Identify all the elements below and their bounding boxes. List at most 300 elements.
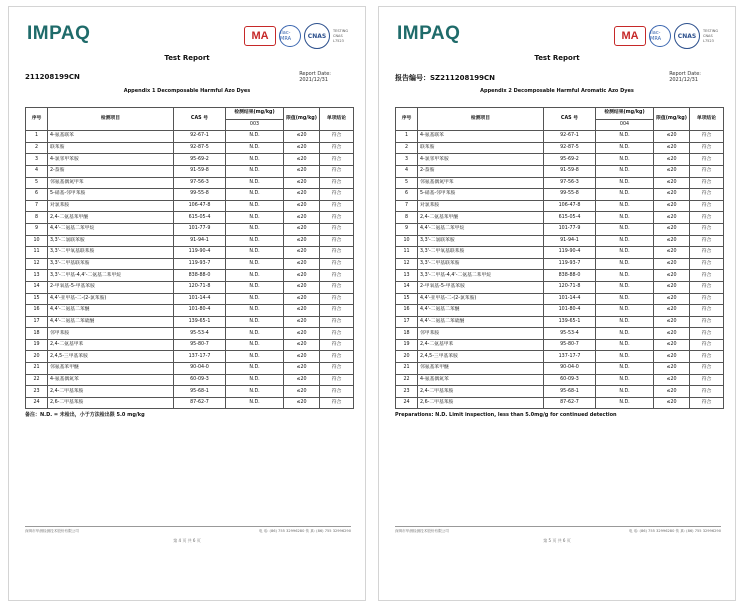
row-limit: ≤20 xyxy=(654,154,690,166)
table-row xyxy=(396,212,724,224)
row-cas: 90-04-0 xyxy=(174,363,226,375)
row-item: 2,4-二氨基甲苯 xyxy=(418,339,544,351)
row-number: 22 xyxy=(26,374,48,386)
table-row xyxy=(26,247,354,259)
col-result: 检测结果(mg/kg) xyxy=(226,108,284,120)
row-conclusion: 符合 xyxy=(690,281,724,293)
row-limit: ≤20 xyxy=(654,212,690,224)
row-limit: ≤20 xyxy=(284,142,320,154)
col-sample-id: 003 xyxy=(226,119,284,131)
row-number: 18 xyxy=(396,328,418,340)
row-cas: 106-47-8 xyxy=(544,200,596,212)
certification-marks xyxy=(614,23,723,49)
row-conclusion: 符合 xyxy=(690,270,724,282)
row-conclusion: 符合 xyxy=(690,131,724,143)
row-limit: ≤20 xyxy=(284,189,320,201)
row-conclusion: 符合 xyxy=(690,258,724,270)
row-item: 2,6-二甲基苯胺 xyxy=(418,397,544,409)
row-cas: 139-65-1 xyxy=(174,316,226,328)
row-limit: ≤20 xyxy=(654,131,690,143)
table-row xyxy=(26,200,354,212)
row-item: 2,4-二氨基苯甲醚 xyxy=(48,212,174,224)
row-cas: 91-59-8 xyxy=(174,165,226,177)
row-item: 邻氨基苯甲醚 xyxy=(48,363,174,375)
row-number: 24 xyxy=(26,397,48,409)
row-limit: ≤20 xyxy=(654,328,690,340)
row-number: 9 xyxy=(26,223,48,235)
row-item: 3,3'-二甲基联苯胺 xyxy=(48,258,174,270)
row-result: N.D. xyxy=(226,223,284,235)
row-result: N.D. xyxy=(596,293,654,305)
row-result: N.D. xyxy=(596,154,654,166)
row-number: 4 xyxy=(26,165,48,177)
row-cas: 615-05-4 xyxy=(174,212,226,224)
row-result: N.D. xyxy=(226,258,284,270)
col-cas: CAS 号 xyxy=(544,108,596,131)
results-table xyxy=(25,107,354,409)
row-result: N.D. xyxy=(226,154,284,166)
row-result: N.D. xyxy=(596,386,654,398)
row-result: N.D. xyxy=(596,397,654,409)
row-conclusion: 符合 xyxy=(690,316,724,328)
row-conclusion: 符合 xyxy=(320,293,354,305)
page-number: 第 5 页 共 6 页 xyxy=(543,538,571,543)
cnas-icon: CNAS xyxy=(674,23,700,49)
row-cas: 60-09-3 xyxy=(544,374,596,386)
row-item: 3,3'-二甲基联苯胺 xyxy=(418,258,544,270)
row-limit: ≤20 xyxy=(654,363,690,375)
row-conclusion: 符合 xyxy=(690,305,724,317)
row-conclusion: 符合 xyxy=(690,177,724,189)
row-item: 邻氨基苯甲醚 xyxy=(418,363,544,375)
footer-company: 深圳市华测检测技术股份有限公司 xyxy=(395,529,449,533)
row-conclusion: 符合 xyxy=(320,247,354,259)
row-cas: 92-87-5 xyxy=(174,142,226,154)
report-date-value: 2021/12/31 xyxy=(669,77,699,83)
row-limit: ≤20 xyxy=(654,351,690,363)
row-limit: ≤20 xyxy=(654,177,690,189)
row-number: 10 xyxy=(26,235,48,247)
row-result: N.D. xyxy=(226,351,284,363)
table-heading: Appendix 2 Decomposable Harmful Aromatic Azo Dyes xyxy=(480,88,634,94)
row-cas: 99-55-8 xyxy=(544,189,596,201)
row-number: 5 xyxy=(26,177,48,189)
row-cas: 97-56-3 xyxy=(174,177,226,189)
row-number: 3 xyxy=(26,154,48,166)
row-result: N.D. xyxy=(226,247,284,259)
table-row xyxy=(396,374,724,386)
table-row xyxy=(26,374,354,386)
row-result: N.D. xyxy=(226,339,284,351)
row-item: 3,3'-二甲基-4,4'-二氨基二苯甲烷 xyxy=(418,270,544,282)
row-item: 4,4'-二氨基二苯醚 xyxy=(418,305,544,317)
row-limit: ≤20 xyxy=(284,177,320,189)
row-limit: ≤20 xyxy=(654,235,690,247)
row-result: N.D. xyxy=(226,386,284,398)
row-number: 23 xyxy=(26,386,48,398)
table-note: Preparations: N.D. Limit inspection, less than 5.0mg/g for continued detection xyxy=(395,412,617,418)
row-cas: 120-71-8 xyxy=(544,281,596,293)
row-cas: 95-53-4 xyxy=(174,328,226,340)
report-date-label: Report Date: xyxy=(669,71,701,77)
results-body xyxy=(396,131,724,409)
table-row xyxy=(26,165,354,177)
row-conclusion: 符合 xyxy=(690,247,724,259)
row-limit: ≤20 xyxy=(654,281,690,293)
results-table xyxy=(395,107,724,409)
row-number: 23 xyxy=(396,386,418,398)
row-conclusion: 符合 xyxy=(690,351,724,363)
row-result: N.D. xyxy=(596,200,654,212)
row-limit: ≤20 xyxy=(654,142,690,154)
row-number: 21 xyxy=(396,363,418,375)
row-number: 17 xyxy=(396,316,418,328)
row-conclusion: 符合 xyxy=(320,177,354,189)
certification-marks xyxy=(244,23,353,49)
row-conclusion: 符合 xyxy=(320,200,354,212)
row-limit: ≤20 xyxy=(654,258,690,270)
ma-cert-icon: MA xyxy=(614,26,646,46)
row-result: N.D. xyxy=(226,235,284,247)
row-result: N.D. xyxy=(226,281,284,293)
row-conclusion: 符合 xyxy=(690,165,724,177)
col-item: 检测项目 xyxy=(48,108,174,131)
row-number: 16 xyxy=(26,305,48,317)
row-limit: ≤20 xyxy=(654,200,690,212)
row-number: 9 xyxy=(396,223,418,235)
row-number: 4 xyxy=(396,165,418,177)
row-result: N.D. xyxy=(226,189,284,201)
row-limit: ≤20 xyxy=(284,281,320,293)
brand-logo: IMPAQ xyxy=(27,23,91,44)
row-number: 11 xyxy=(396,247,418,259)
row-item: 2,4-二甲基苯胺 xyxy=(48,386,174,398)
row-result: N.D. xyxy=(226,363,284,375)
row-conclusion: 符合 xyxy=(320,212,354,224)
row-result: N.D. xyxy=(226,200,284,212)
row-limit: ≤20 xyxy=(654,316,690,328)
row-number: 24 xyxy=(396,397,418,409)
col-cas: CAS 号 xyxy=(174,108,226,131)
table-row xyxy=(396,270,724,282)
footer-contact: 电 话: (86) 755 32996280 传 真: (86) 755 32996290 xyxy=(628,529,721,533)
row-number: 2 xyxy=(26,142,48,154)
col-limit: 限值(mg/kg) xyxy=(284,108,320,131)
table-row xyxy=(26,328,354,340)
row-number: 13 xyxy=(396,270,418,282)
row-cas: 101-80-4 xyxy=(174,305,226,317)
row-limit: ≤20 xyxy=(284,200,320,212)
ma-cert-icon: MA xyxy=(244,26,276,46)
table-row xyxy=(26,131,354,143)
row-item: 4,4'-亚甲基-二-(2-氯苯胺) xyxy=(418,293,544,305)
row-result: N.D. xyxy=(596,339,654,351)
row-item: 对氯苯胺 xyxy=(418,200,544,212)
row-limit: ≤20 xyxy=(284,270,320,282)
row-item: 4,4'-二氨基二苯硫醚 xyxy=(48,316,174,328)
row-item: 2-萘胺 xyxy=(48,165,174,177)
row-limit: ≤20 xyxy=(284,316,320,328)
table-row xyxy=(26,177,354,189)
row-limit: ≤20 xyxy=(654,386,690,398)
row-number: 14 xyxy=(396,281,418,293)
row-cas: 101-14-4 xyxy=(174,293,226,305)
table-row xyxy=(396,316,724,328)
row-limit: ≤20 xyxy=(284,397,320,409)
row-number: 14 xyxy=(26,281,48,293)
report-date-label: Report Date: xyxy=(299,71,331,77)
row-conclusion: 符合 xyxy=(320,189,354,201)
row-result: N.D. xyxy=(226,293,284,305)
ilac-mra-icon: ilac-MRA xyxy=(279,25,301,47)
row-number: 6 xyxy=(396,189,418,201)
cnas-icon: CNAS xyxy=(304,23,330,49)
row-result: N.D. xyxy=(226,131,284,143)
row-number: 2 xyxy=(396,142,418,154)
row-cas: 95-68-1 xyxy=(544,386,596,398)
row-number: 6 xyxy=(26,189,48,201)
table-row xyxy=(396,177,724,189)
table-row xyxy=(396,351,724,363)
row-item: 4-氯邻甲苯胺 xyxy=(48,154,174,166)
row-result: N.D. xyxy=(596,281,654,293)
row-cas: 91-94-1 xyxy=(174,235,226,247)
row-cas: 838-88-0 xyxy=(174,270,226,282)
cnas-text: TESTING CNAS L7523 xyxy=(703,28,719,43)
row-number: 1 xyxy=(26,131,48,143)
row-result: N.D. xyxy=(596,142,654,154)
page-footer xyxy=(25,526,351,534)
row-limit: ≤20 xyxy=(284,235,320,247)
row-item: 5-硝基-邻甲苯胺 xyxy=(418,189,544,201)
page-number: 第 4 页 共 6 页 xyxy=(173,538,201,543)
row-conclusion: 符合 xyxy=(690,293,724,305)
row-result: N.D. xyxy=(226,374,284,386)
row-number: 12 xyxy=(396,258,418,270)
row-number: 17 xyxy=(26,316,48,328)
row-item: 5-硝基-邻甲苯胺 xyxy=(48,189,174,201)
row-number: 21 xyxy=(26,363,48,375)
report-page-left xyxy=(8,6,366,601)
table-row xyxy=(26,223,354,235)
row-conclusion: 符合 xyxy=(690,212,724,224)
col-result: 检测结果(mg/kg) xyxy=(596,108,654,120)
row-item: 4-氨基偶氮苯 xyxy=(48,374,174,386)
report-date-value: 2021/12/31 xyxy=(299,77,329,83)
col-conclusion: 单项结论 xyxy=(320,108,354,131)
row-conclusion: 符合 xyxy=(320,363,354,375)
table-row xyxy=(396,339,724,351)
report-title: Test Report xyxy=(534,54,580,62)
row-cas: 90-04-0 xyxy=(544,363,596,375)
row-item: 2-萘胺 xyxy=(418,165,544,177)
row-conclusion: 符合 xyxy=(320,165,354,177)
row-limit: ≤20 xyxy=(284,131,320,143)
table-row xyxy=(26,235,354,247)
row-item: 2-甲氧基-5-甲基苯胺 xyxy=(48,281,174,293)
table-row xyxy=(396,328,724,340)
page-footer xyxy=(395,526,721,534)
table-row xyxy=(396,131,724,143)
table-row xyxy=(396,247,724,259)
row-limit: ≤20 xyxy=(284,212,320,224)
row-cas: 101-77-9 xyxy=(544,223,596,235)
row-limit: ≤20 xyxy=(654,165,690,177)
row-result: N.D. xyxy=(596,189,654,201)
row-number: 12 xyxy=(26,258,48,270)
row-conclusion: 符合 xyxy=(320,351,354,363)
row-result: N.D. xyxy=(596,212,654,224)
row-conclusion: 符合 xyxy=(320,328,354,340)
row-number: 7 xyxy=(396,200,418,212)
row-cas: 95-80-7 xyxy=(174,339,226,351)
row-item: 3,3'-二甲氧基联苯胺 xyxy=(418,247,544,259)
row-number: 18 xyxy=(26,328,48,340)
row-limit: ≤20 xyxy=(654,270,690,282)
row-item: 4,4'-二氨基二苯硫醚 xyxy=(418,316,544,328)
row-item: 4,4'-二氨基二苯甲烷 xyxy=(418,223,544,235)
row-limit: ≤20 xyxy=(284,223,320,235)
row-conclusion: 符合 xyxy=(690,223,724,235)
table-row xyxy=(396,293,724,305)
row-limit: ≤20 xyxy=(284,154,320,166)
table-row xyxy=(26,258,354,270)
row-cas: 101-77-9 xyxy=(174,223,226,235)
table-row xyxy=(396,305,724,317)
row-limit: ≤20 xyxy=(284,258,320,270)
row-conclusion: 符合 xyxy=(690,235,724,247)
row-number: 11 xyxy=(26,247,48,259)
table-row xyxy=(26,281,354,293)
row-conclusion: 符合 xyxy=(320,386,354,398)
row-result: N.D. xyxy=(596,177,654,189)
brand-logo: IMPAQ xyxy=(397,23,461,44)
row-result: N.D. xyxy=(226,328,284,340)
row-result: N.D. xyxy=(596,165,654,177)
table-row xyxy=(26,386,354,398)
row-limit: ≤20 xyxy=(284,293,320,305)
col-no: 序号 xyxy=(26,108,48,131)
row-limit: ≤20 xyxy=(284,328,320,340)
row-result: N.D. xyxy=(596,316,654,328)
row-item: 4,4'-二氨基二苯醚 xyxy=(48,305,174,317)
row-conclusion: 符合 xyxy=(690,154,724,166)
row-result: N.D. xyxy=(226,397,284,409)
row-cas: 120-71-8 xyxy=(174,281,226,293)
row-cas: 838-88-0 xyxy=(544,270,596,282)
row-cas: 91-59-8 xyxy=(544,165,596,177)
row-cas: 101-14-4 xyxy=(544,293,596,305)
table-row xyxy=(26,270,354,282)
col-conclusion: 单项结论 xyxy=(690,108,724,131)
row-number: 20 xyxy=(26,351,48,363)
report-title: Test Report xyxy=(164,54,210,62)
row-result: N.D. xyxy=(596,235,654,247)
table-row xyxy=(26,189,354,201)
row-cas: 139-65-1 xyxy=(544,316,596,328)
row-conclusion: 符合 xyxy=(320,281,354,293)
row-conclusion: 符合 xyxy=(690,200,724,212)
row-result: N.D. xyxy=(596,258,654,270)
table-row xyxy=(396,189,724,201)
row-result: N.D. xyxy=(596,131,654,143)
row-item: 2,4-二甲基苯胺 xyxy=(418,386,544,398)
row-limit: ≤20 xyxy=(654,339,690,351)
row-item: 4-氨基偶氮苯 xyxy=(418,374,544,386)
table-row xyxy=(396,154,724,166)
row-number: 16 xyxy=(396,305,418,317)
row-number: 3 xyxy=(396,154,418,166)
row-cas: 119-90-4 xyxy=(544,247,596,259)
row-result: N.D. xyxy=(226,270,284,282)
row-item: 2-甲氧基-5-甲基苯胺 xyxy=(418,281,544,293)
row-number: 20 xyxy=(396,351,418,363)
row-cas: 92-67-1 xyxy=(174,131,226,143)
table-row xyxy=(26,397,354,409)
table-row xyxy=(396,142,724,154)
table-heading: Appendix 1 Decomposable Harmful Azo Dyes xyxy=(123,88,251,94)
row-conclusion: 符合 xyxy=(320,339,354,351)
row-conclusion: 符合 xyxy=(320,316,354,328)
row-result: N.D. xyxy=(226,142,284,154)
row-cas: 92-67-1 xyxy=(544,131,596,143)
table-row xyxy=(396,258,724,270)
col-item: 检测项目 xyxy=(418,108,544,131)
row-result: N.D. xyxy=(226,316,284,328)
row-limit: ≤20 xyxy=(284,305,320,317)
row-limit: ≤20 xyxy=(284,247,320,259)
row-limit: ≤20 xyxy=(284,386,320,398)
row-limit: ≤20 xyxy=(654,223,690,235)
table-row xyxy=(26,305,354,317)
table-row xyxy=(26,293,354,305)
row-cas: 95-69-2 xyxy=(174,154,226,166)
table-row xyxy=(396,235,724,247)
row-item: 4,4'-二氨基二苯甲烷 xyxy=(48,223,174,235)
row-cas: 97-56-3 xyxy=(544,177,596,189)
row-item: 2,4-二氨基甲苯 xyxy=(48,339,174,351)
row-result: N.D. xyxy=(596,374,654,386)
table-row xyxy=(396,386,724,398)
row-limit: ≤20 xyxy=(654,374,690,386)
report-number: 报告编号：SZ211208199CN xyxy=(395,74,495,82)
table-row xyxy=(26,316,354,328)
table-row xyxy=(396,397,724,409)
row-limit: ≤20 xyxy=(654,247,690,259)
row-item: 2,6-二甲基苯胺 xyxy=(48,397,174,409)
row-item: 2,4-二氨基苯甲醚 xyxy=(418,212,544,224)
row-item: 4-氯邻甲苯胺 xyxy=(418,154,544,166)
row-limit: ≤20 xyxy=(654,305,690,317)
row-conclusion: 符合 xyxy=(320,397,354,409)
row-cas: 99-55-8 xyxy=(174,189,226,201)
row-cas: 95-69-2 xyxy=(544,154,596,166)
row-conclusion: 符合 xyxy=(320,270,354,282)
row-conclusion: 符合 xyxy=(690,374,724,386)
row-number: 8 xyxy=(396,212,418,224)
row-item: 邻氨基偶氮甲苯 xyxy=(48,177,174,189)
col-no: 序号 xyxy=(396,108,418,131)
row-item: 邻甲苯胺 xyxy=(48,328,174,340)
report-number: 211208199CN xyxy=(25,73,80,81)
row-item: 4-氨基联苯 xyxy=(418,131,544,143)
row-conclusion: 符合 xyxy=(320,235,354,247)
row-conclusion: 符合 xyxy=(320,154,354,166)
row-conclusion: 符合 xyxy=(320,131,354,143)
row-result: N.D. xyxy=(226,305,284,317)
row-cas: 119-93-7 xyxy=(174,258,226,270)
row-result: N.D. xyxy=(596,247,654,259)
